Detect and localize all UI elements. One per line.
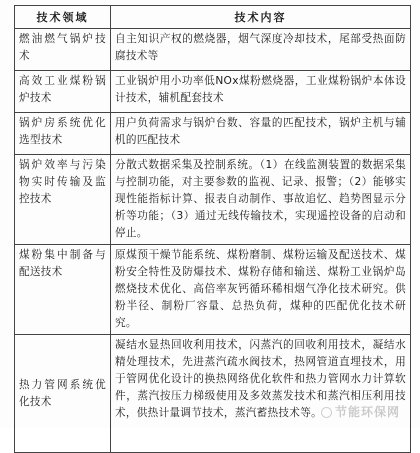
row-content: 分散式数据采集及控制系统。（1）在线监测装置的数据采集与控制功能，对主要参数的监视、记录、报警；（2）能够实现性能指标计算、报表自动制作、事故追忆、趋势图显示分析等功能；（3）通过无线传输技术，实现遥控设备的启动和停止。 [111,155,411,245]
globe-icon [321,407,332,418]
row-field: 燃油燃气锅炉技术 [15,29,111,71]
watermark [321,403,400,420]
row-content: 自主知识产权的燃烧器，烟气深度冷却技术，尾部受热面防腐技术等 [111,29,411,71]
row-field: 煤粉集中制备与配送技术 [15,245,111,335]
table-row [15,113,411,155]
table-row [15,155,411,245]
row-content: 凝结水显热回收利用技术，闪蒸汽的回收利用技术，凝结水精处理技术，先进蒸汽疏水阀技术，热网管道直埋技术，用于管网优化设计的换热网络优化软件和热力管网水力计算软件，蒸汽按压力梯级使用及多效蒸发技术和蒸汽相压利用技术，供热计量调节技术，蒸汽蓄热技术等。 [111,335,411,453]
header-content: 技术内容 [111,6,411,29]
row-field: 热力管网系统优化技术 [15,335,111,453]
table-row [15,245,411,335]
table-row [15,71,411,113]
table-row [15,335,411,453]
row-field: 锅炉房系统优化选型技术 [15,113,111,155]
row-content: 工业锅炉用小功率低NOx煤粉燃烧器，工业煤粉锅炉本体设计技术，辅机配套技术 [111,71,411,113]
table-row [15,29,411,71]
technology-table [14,5,411,453]
header-field: 技术领域 [15,6,111,29]
watermark-text: 节能环保网 [334,405,400,419]
table-header-row [15,6,411,29]
row-content: 用户负荷需求与锅炉台数、容量的匹配技术，锅炉主机与辅机的匹配技术 [111,113,411,155]
row-field: 高效工业煤粉锅炉技术 [15,71,111,113]
row-field: 锅炉效率与污染物实时传输及监控技术 [15,155,111,245]
row-content: 原煤预干燥节能系统、煤粉磨制、煤粉运输及配送技术、煤粉安全特性及防爆技术、煤粉存储和输送、煤粉工业锅炉岛燃烧技术优化、高倍率灰钙循环稀相烟气净化技术研究。供粉半径、制粉厂容量、总热负荷，煤种的匹配优化技术研究。 [111,245,411,335]
